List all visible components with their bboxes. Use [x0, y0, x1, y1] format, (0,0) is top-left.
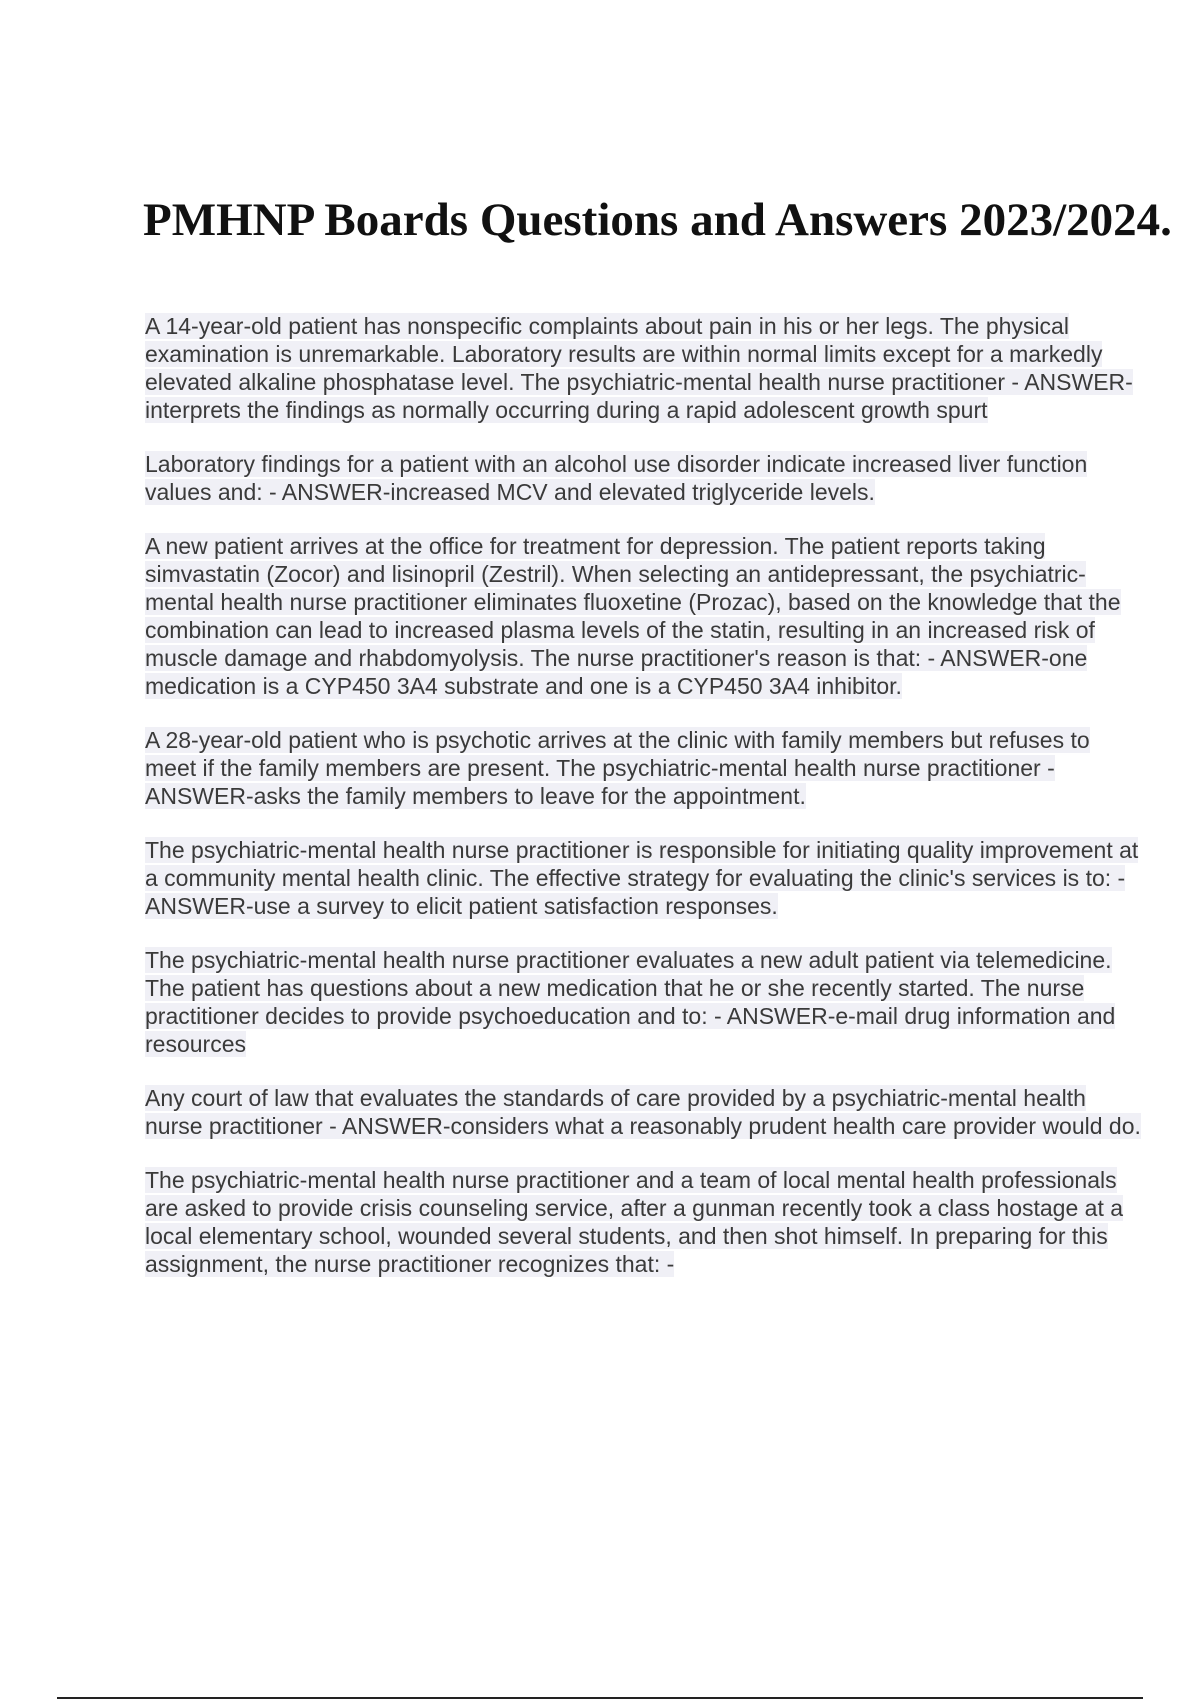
qa-item-text: The psychiatric-mental health nurse practitioner is responsible for initiating quality improvement at a community mental health clinic. The effective strategy for evaluating the clinic's services is to: - ANSWER-use a survey to elicit patient satisfaction responses.: [145, 837, 1139, 919]
page-bottom-rule: [57, 1697, 1143, 1699]
qa-item: [145, 1166, 1145, 1278]
qa-item: [145, 1084, 1145, 1140]
document-title: PMHNP Boards Questions and Answers 2023/2024.: [143, 194, 1172, 246]
qa-item-text: A 28-year-old patient who is psychotic arrives at the clinic with family members but refuses to meet if the family members are present. The psychiatric-mental health nurse practitioner - ANSWER-asks the family members to leave for the appointment.: [145, 727, 1090, 809]
qa-list: [145, 312, 1145, 1304]
qa-item: [145, 946, 1145, 1058]
qa-item: [145, 836, 1145, 920]
qa-item: [145, 532, 1145, 700]
qa-item: [145, 726, 1145, 810]
qa-item-text: Laboratory findings for a patient with an alcohol use disorder indicate increased liver function values and: - ANSWER-increased MCV and elevated triglyceride levels.: [145, 451, 1088, 505]
qa-item-text: The psychiatric-mental health nurse practitioner and a team of local mental health professionals are asked to provide crisis counseling service, after a gunman recently took a class hostage at a local elementary school, wounded several students, and then shot himself. In preparing for this assignment, the nurse practitioner recognizes that: -: [145, 1167, 1124, 1277]
qa-item: [145, 312, 1145, 424]
qa-item-text: A 14-year-old patient has nonspecific complaints about pain in his or her legs. The physical examination is unremarkable. Laboratory results are within normal limits except for a markedly elevated alkaline phosphatase level. The psychiatric-mental health nurse practitioner - ANSWER-interprets the findings as normally occurring during a rapid adolescent growth spurt: [145, 313, 1133, 423]
qa-item-text: Any court of law that evaluates the standards of care provided by a psychiatric-mental health nurse practitioner - ANSWER-considers what a reasonably prudent health care provider would do.: [145, 1085, 1141, 1139]
qa-item-text: A new patient arrives at the office for treatment for depression. The patient reports taking simvastatin (Zocor) and lisinopril (Zestril). When selecting an antidepressant, the psychiatric-mental health nurse practitioner eliminates fluoxetine (Prozac), based on the knowledge that the combination can lead to increased plasma levels of the statin, resulting in an increased risk of muscle damage and rhabdomyolysis. The nurse practitioner's reason is that: - ANSWER-one medication is a CYP450 3A4 substrate and one is a CYP450 3A4 inhibitor.: [145, 533, 1121, 699]
qa-item-text: The psychiatric-mental health nurse practitioner evaluates a new adult patient via telemedicine. The patient has questions about a new medication that he or she recently started. The nurse practitioner decides to provide psychoeducation and to: - ANSWER-e-mail drug information and resources: [145, 947, 1116, 1057]
qa-item: [145, 450, 1145, 506]
